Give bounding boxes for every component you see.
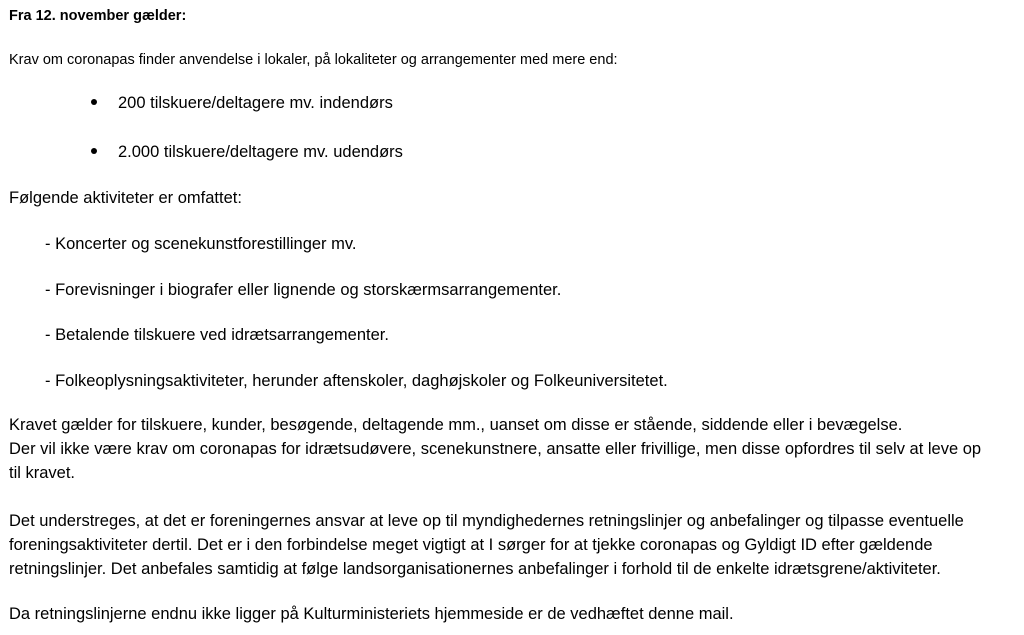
bullet-icon — [91, 148, 97, 154]
bullet-icon — [91, 99, 97, 105]
bullet-item — [91, 141, 403, 163]
paragraph2-line: Det understreges, at det er foreningernes ansvar at leve op til myndighedernes retningslinjer og anbefalinger og tilpasse eventuelle — [9, 512, 964, 530]
activity-item: - Folkeoplysningsaktiviteter, herunder aftenskoler, daghøjskoler og Folkeuniversitetet. — [45, 372, 668, 390]
paragraph1-line: til kravet. — [9, 464, 76, 482]
paragraph2-line: retningslinjer. Det anbefales samtidig at følge landsorganisationernes anbefalinger i forhold til de enkelte idrætsgrene/aktiviteter. — [9, 560, 941, 578]
activities-heading: Følgende aktiviteter er omfattet: — [9, 189, 242, 207]
intro-text: Krav om coronapas finder anvendelse i lokaler, på lokaliteter og arrangementer med mere end: — [9, 52, 618, 68]
activity-item: - Forevisninger i biografer eller lignende og storskærmsarrangementer. — [45, 281, 562, 299]
activity-item: - Betalende tilskuere ved idrætsarrangementer. — [45, 326, 389, 344]
bullet-text: 2.000 tilskuere/deltagere mv. udendørs — [118, 143, 403, 161]
heading: Fra 12. november gælder: — [9, 8, 187, 24]
bullet-text: 200 tilskuere/deltagere mv. indendørs — [118, 94, 393, 112]
activity-item: - Koncerter og scenekunstforestillinger mv. — [45, 235, 357, 253]
paragraph1-line: Der vil ikke være krav om coronapas for idrætsudøvere, scenekunstnere, ansatte eller frivillige, men disse opfordres til selv at leve op — [9, 440, 982, 458]
closing-text: Da retningslinjerne endnu ikke ligger på Kulturministeriets hjemmeside er de vedhæftet denne mail. — [9, 605, 734, 623]
bullet-item — [91, 92, 393, 114]
paragraph2-line: foreningsaktiviteter dertil. Det er i den forbindelse meget vigtigt at I sørger for at tjekke coronapas og Gyldigt ID efter gældende — [9, 536, 933, 554]
paragraph1-line: Kravet gælder for tilskuere, kunder, besøgende, deltagende mm., uanset om disse er stående, siddende eller i bevægelse. — [9, 416, 903, 434]
